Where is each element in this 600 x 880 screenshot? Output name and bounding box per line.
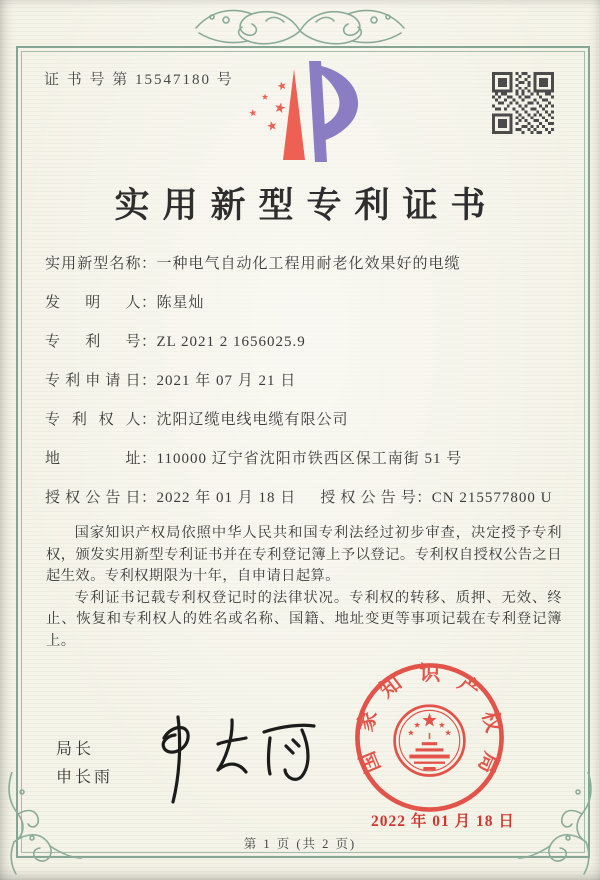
certificate-fields: [45, 252, 567, 525]
field-label: 专利号: [45, 334, 141, 350]
legal-text: [46, 523, 562, 653]
field-label: 专利申请日: [45, 373, 141, 389]
grant-seal-date: 2022 年 01 月 18 日: [371, 813, 515, 830]
field-row-patent-number: [45, 330, 567, 351]
national-emblem-icon: [395, 706, 465, 776]
field-row-filing-date: [45, 369, 567, 390]
legal-paragraph-2: 专利证书记载专利权登记时的法律状况。专利权的转移、质押、无效、终止、恢复和专利权人的姓名或名称、国籍、地址变更等事项记载在专利登记簿上。: [46, 589, 562, 649]
field-row-name: [45, 252, 567, 273]
field-value: 2021 年 07 月 21 日: [156, 373, 297, 389]
commissioner-title: 局长: [56, 741, 95, 758]
field-label: 授权公告日: [45, 490, 141, 506]
field-value: CN 215577800 U: [431, 490, 553, 506]
field-value: 一种电气自动化工程用耐老化效果好的电缆: [156, 256, 461, 272]
field-label: 发明人: [45, 295, 141, 311]
qr-code-icon: [492, 72, 554, 134]
colon: ：: [141, 334, 157, 350]
field-value: 110000 辽宁省沈阳市铁西区保工南街 51 号: [156, 451, 463, 467]
commissioner-name: 申长雨: [56, 769, 114, 786]
field-label: 专利权人: [45, 412, 141, 428]
legal-paragraph-1: 国家知识产权局依照中华人民共和国专利法经过初步审查，决定授予专利权，颁发实用新型专利证书并在专利登记簿上予以登记。专利权自授权公告之日起生效。专利权期限为十年，自申请日起算。: [46, 525, 562, 585]
cnipa-red-seal-icon: [352, 660, 507, 815]
colon: ：: [141, 373, 157, 389]
field-value: 沈阳辽缆电线电缆有限公司: [156, 412, 349, 428]
colon: ：: [141, 256, 157, 272]
colon: ：: [141, 295, 157, 311]
field-value: ZL 2021 2 1656025.9: [156, 334, 306, 350]
top-dragon-ornament-icon: [194, 4, 406, 58]
colon: ：: [141, 451, 157, 467]
bottom-right-floral-ornament-icon: [518, 772, 598, 878]
field-label: 地址: [45, 451, 141, 467]
field-value: 2022 年 01 月 18 日: [156, 490, 297, 506]
commissioner-signature-icon: [140, 712, 330, 807]
field-row-inventor: [45, 291, 567, 312]
colon: ：: [416, 490, 432, 506]
field-row-address: [45, 447, 567, 468]
certificate-number: 证 书 号 第 15547180 号: [44, 72, 234, 88]
field-value: 陈星灿: [156, 295, 205, 311]
field-row-patentee: [45, 408, 567, 429]
colon: ：: [141, 412, 157, 428]
cnipa-logo-icon: [232, 56, 368, 168]
field-label: 实用新型名称: [45, 256, 141, 272]
field-pair-2: [320, 490, 552, 506]
certificate-title: 实用新型专利证书: [114, 186, 499, 225]
field-label: 授权公告号: [320, 490, 417, 506]
colon: ：: [141, 490, 157, 506]
seal-text: 国家知识产权局: [353, 661, 507, 778]
commissioner-block: [56, 736, 113, 792]
field-row-grant: [45, 486, 567, 507]
page-number: 第 1 页 (共 2 页): [243, 837, 357, 851]
